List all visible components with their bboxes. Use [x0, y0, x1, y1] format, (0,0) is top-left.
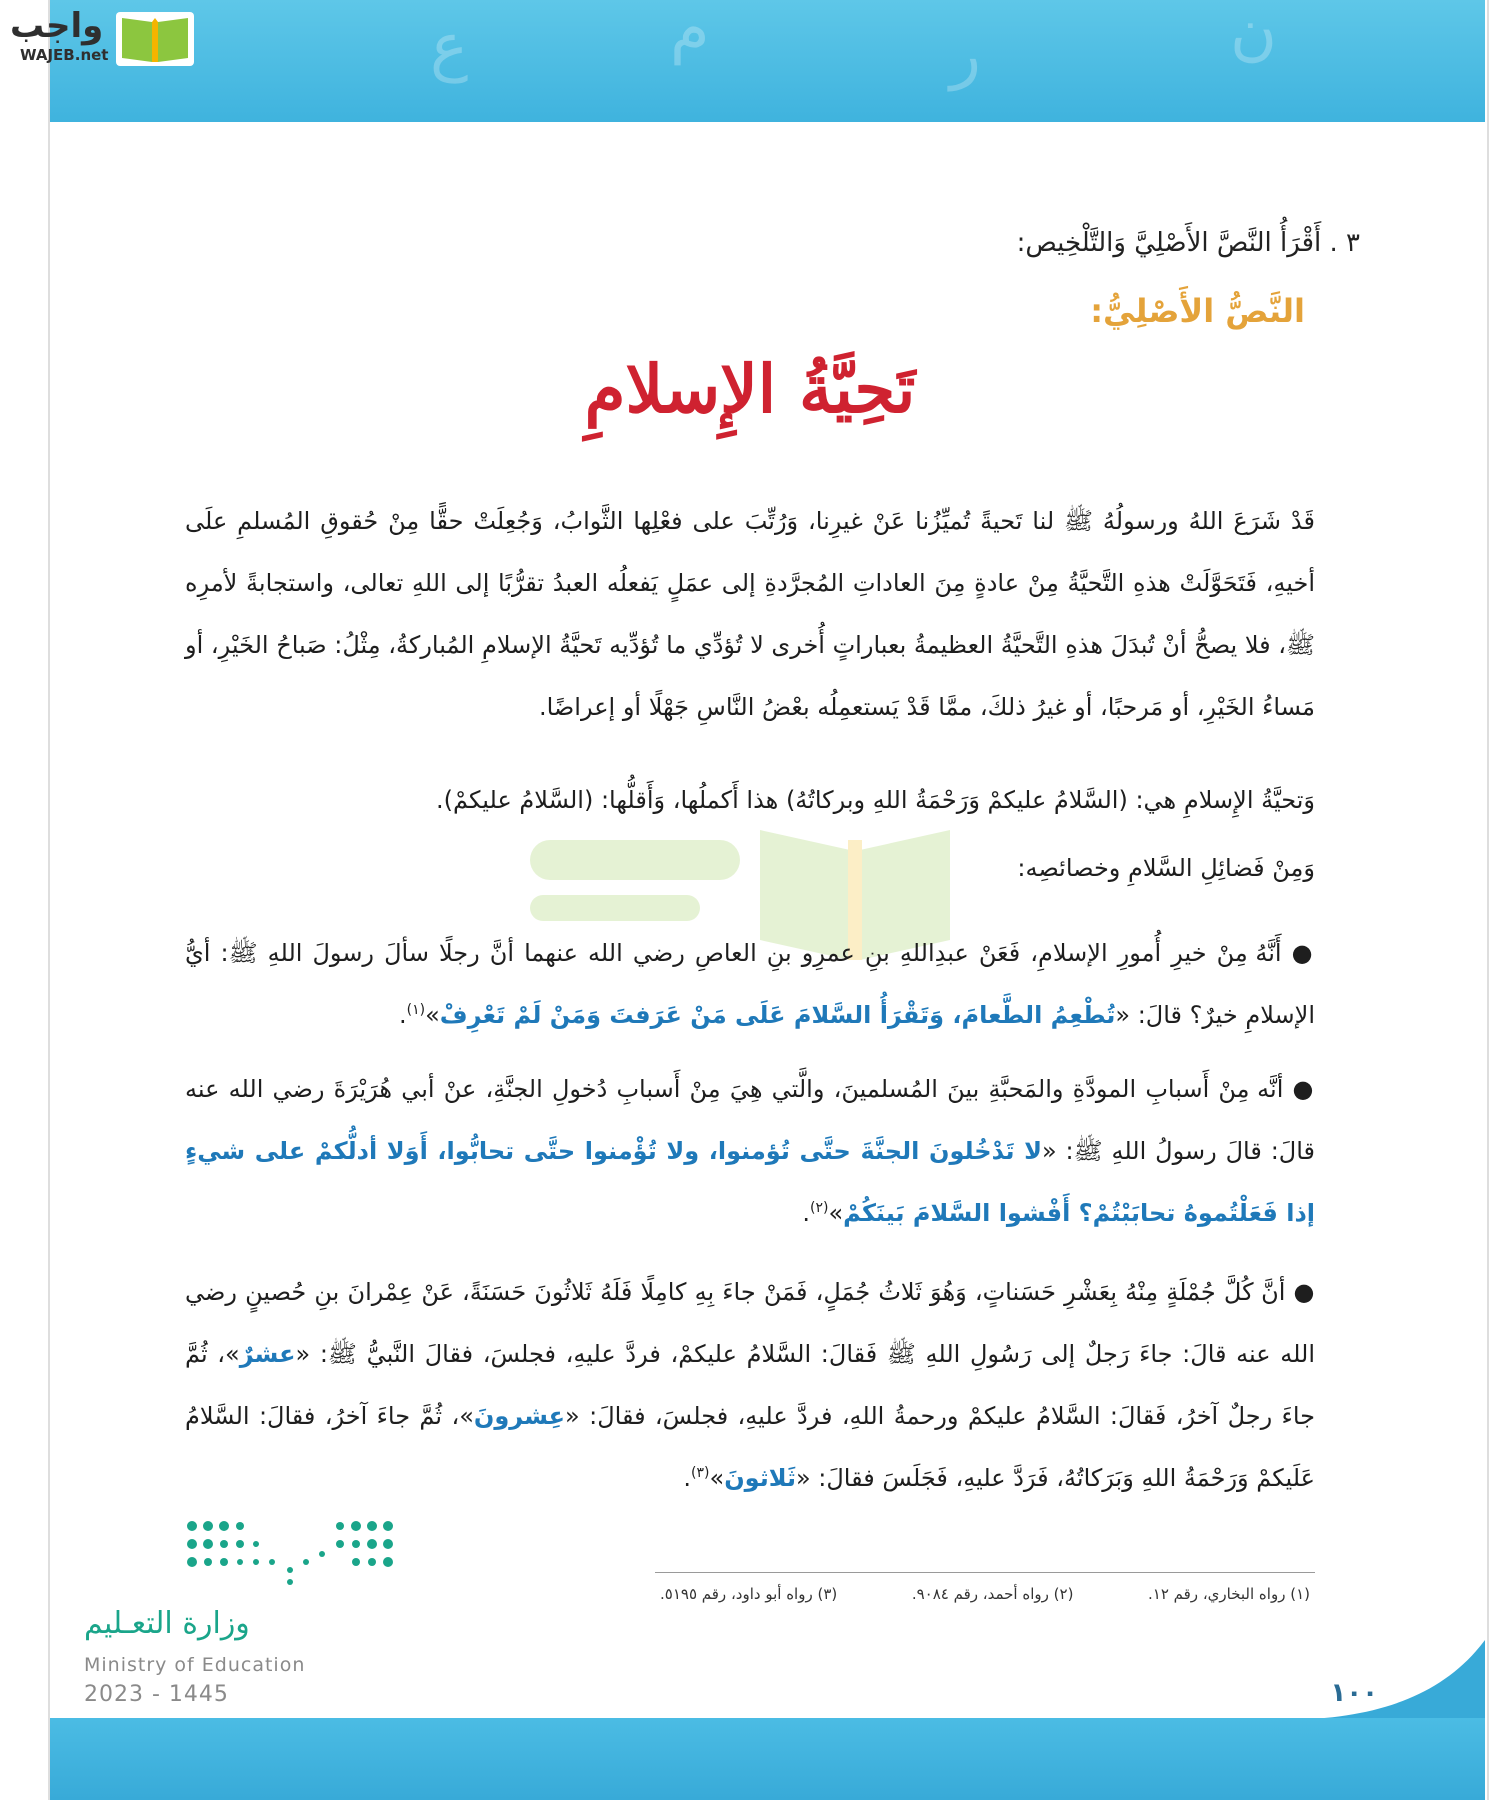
virtues-intro: وَمِنْ فَضائِلِ السَّلامِ وخصائصِه: — [1017, 854, 1315, 882]
calligraphy-decoration: م — [670, 0, 710, 66]
intro-paragraph: قَدْ شَرَعَ اللهُ ورسولُهُ ﷺ لنا تَحيةً تُميِّزُنا عَنْ غيرِنا، وَرُتِّبَ على فعْلِها الثَّوابُ، وَجُعِلَتْ حقًّا مِنْ حُقوقِ المُسلمِ علَى أخيهِ، فَتَحَوَّلَتْ هذهِ التَّحيَّةُ مِنْ عادةٍ مِنَ العاداتِ المُجرَّدةِ إلى عمَلٍ يَفعلُه العبدُ تقرُّبًا إلى اللهِ تعالى، واستجابةً لأمرِه ﷺ، فلا يصحُّ أنْ تُبدَلَ هذهِ التَّحيَّةُ العظيمةُ بعباراتٍ أُخرى لا تُؤدِّي ما تُؤدِّيه تَحيَّةُ الإسلامِ المُباركةُ، مِثْلُ: صَباحُ الخَيْرِ، أو مَساءُ الخَيْرِ، أو مَرحبًا، أو غيرُ ذلكَ، ممَّا قَدْ يَستعمِلُه بعْضُ النَّاسِ جَهْلًا أو إعراضًا. — [185, 507, 1315, 721]
original-text-label: النَّصُّ الأَصْلِيُّ: — [1090, 292, 1305, 330]
bullet-text: أنَّ كُلَّ جُمْلَةٍ مِنْهُ بِعَشْرِ حَسَناتٍ، وَهُوَ ثَلاثُ جُمَلٍ، فَمَنْ جاءَ بِهِ كامِلًا فَلَهُ ثَلاثُونَ حَسَنَةً، عَنْ عِمْرانَ بنِ حُصينٍ رضي الله عنه قالَ: جاءَ رَجلٌ إلى رَسُولِ اللهِ ﷺ فَقالَ: السَّلامُ عليكمْ، فردَّ عليهِ، فجلسَ، فقالَ النَّبيُّ ﷺ: « — [185, 1278, 1316, 1368]
edition-year: 2023 - 1445 — [84, 1682, 229, 1707]
footnote-item: (٢) رواه أحمد، رقم ٩٠٨٤. — [911, 1585, 1074, 1603]
greeting-definition-paragraph: وَتحيَّةُ الإِسلامِ هي: (السَّلامُ عليكمْ وَرَحْمَةُ اللهِ وبركاتُهُ) هذا أَكملُها، وَأَقلُّها: (السَّلامُ عليكمْ). — [436, 786, 1315, 814]
bullet-item — [185, 1058, 1315, 1244]
hadith-quote: لا تَدْخُلونَ الجنَّةَ حتَّى تُؤمنوا، ولا تُؤْمنوا حتَّى تحابُّوا، أَوَلا أدلُّكمْ على شيءٍ إذا فَعَلْتُموهُ تحابَبْتُمْ؟ أَفْشوا السَّلامَ بَينَكُمْ — [185, 1137, 1315, 1227]
bottom-banner — [50, 1718, 1485, 1800]
bullet-dot: ● — [1283, 1075, 1315, 1103]
bullet-item — [185, 922, 1315, 1046]
footnote-ref[interactable]: (٣) — [691, 1465, 710, 1481]
page-edge-left — [48, 0, 50, 1800]
sentence-end: . — [683, 1464, 692, 1492]
page-title: تَحِيَّةُ الإِسلامِ — [584, 350, 916, 428]
page-edge-right — [1487, 0, 1489, 1800]
bullet-text: أَنَّهُ مِنْ خيرِ أُمورِ الإسلامِ، فَعَنْ عبدِاللهِ بنِ عمرِو بنِ العاصِ رضي الله عنهما أنَّ رجلًا سألَ رسولَ اللهِ ﷺ: أيُّ الإسلامِ خيرٌ؟ قالَ: « — [185, 939, 1315, 1029]
calligraphy-decoration: ع — [430, 10, 469, 84]
wajeb-logo[interactable] — [8, 6, 193, 66]
bullet-text: أنَّه مِنْ أَسبابِ المودَّةِ والمَحبَّةِ بينَ المُسلمينَ، والَّتي هِيَ مِنْ أَسبابِ دُخولِ الجنَّةِ، عنْ أبي هُرَيْرَةَ رضي الله عنه قالَ: قالَ رسولُ اللهِ ﷺ: « — [185, 1075, 1316, 1165]
hadith-quote: ثَلاثونَ — [724, 1464, 796, 1492]
sentence-end: . — [802, 1199, 810, 1227]
logo-subtext: WAJEB.net — [20, 46, 109, 64]
footnote-ref[interactable]: (٢) — [809, 1200, 829, 1216]
footnote-ref[interactable]: (١) — [406, 1002, 426, 1018]
hadith-quote: عشرٌ — [239, 1340, 296, 1368]
ministry-name-english: Ministry of Education — [84, 1654, 306, 1676]
bullet-item — [185, 1261, 1315, 1509]
ministry-logo-icon — [186, 1518, 401, 1588]
footnote-item: (١) رواه البخاري، رقم ١٢. — [1147, 1585, 1310, 1603]
bullet-text: »، ثُمَّ جاءَ رجلٌ آخرُ، فَقالَ: السَّلامُ عليكمْ ورحمةُ اللهِ، فردَّ عليهِ، فجلسَ، فقالَ: « — [185, 1340, 1315, 1430]
ministry-name-arabic: وزارة التعـليم — [84, 1606, 250, 1641]
quote-close: » — [709, 1464, 725, 1492]
footnotes — [660, 1585, 1310, 1603]
logo-text: واجب — [10, 6, 104, 46]
page-number: ١٠٠ — [1330, 1678, 1378, 1708]
bullet-dot: ● — [1285, 1278, 1315, 1306]
bullet-text: »، ثُمَّ جاءَ آخرُ، فقالَ: السَّلامُ عَلَيكمْ وَرَحْمَةُ اللهِ وَبَرَكاتُهُ، فَرَدَّ عليهِ، فَجَلَسَ فقالَ: « — [185, 1402, 1315, 1492]
corner-decoration — [1290, 1640, 1485, 1720]
hadith-quote: تُطْعِمُ الطَّعامَ، وَتَقْرَأُ السَّلامَ عَلَى مَنْ عَرَفتَ وَمَنْ لَمْ تَعْرِفْ — [439, 1001, 1116, 1029]
section-heading: ٣ . أَقْرَأُ النَّصَّ الأَصْلِيَّ وَالتَّلْخِيص: — [1016, 228, 1360, 258]
quote-close: » — [828, 1199, 844, 1227]
calligraphy-decoration: ن — [1230, 0, 1277, 69]
footnote-divider — [655, 1572, 1315, 1573]
top-banner — [50, 0, 1485, 122]
calligraphy-decoration: ر — [950, 18, 981, 92]
bullet-dot: ● — [1281, 939, 1315, 967]
footnote-item: (٣) رواه أبو داود، رقم ٥١٩٥. — [660, 1585, 838, 1603]
book-icon — [116, 8, 194, 66]
hadith-quote: عِشرونَ — [473, 1402, 566, 1430]
sentence-end: . — [398, 1001, 407, 1029]
quote-close: » — [425, 1001, 440, 1029]
